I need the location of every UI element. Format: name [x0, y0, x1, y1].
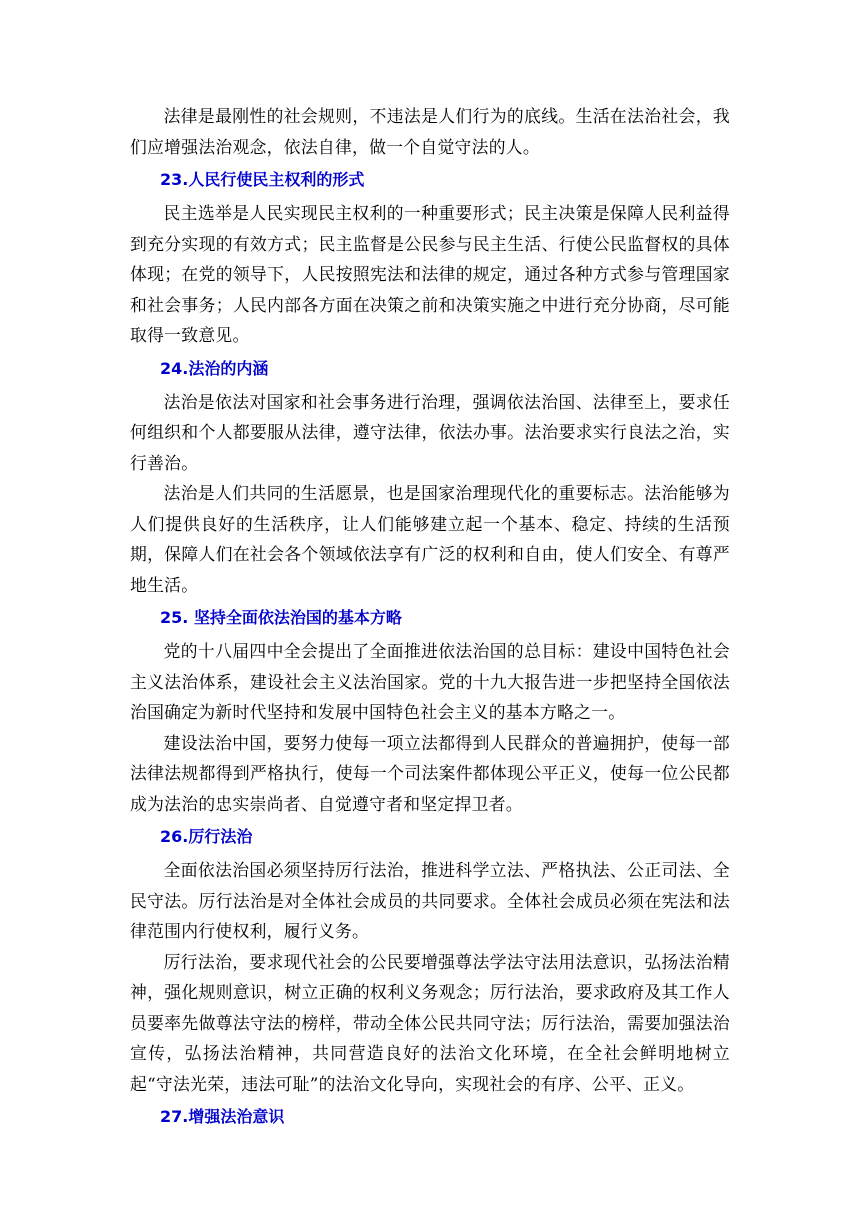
section-heading: 24.法治的内涵: [160, 358, 269, 378]
paragraph: 党的十八届四中全会提出了全面推进依法治国的总目标：建设中国特色社会主义法治体系，建设社会主义法治国家。党的十九大报告进一步把坚持全国依法治国确定为新时代坚持和发展中国特色社会主义的基本方略之一。: [130, 641, 730, 722]
paragraph: 厉行法治，要求现代社会的公民要增强尊法学法守法用法意识，弘扬法治精神，强化规则意识，树立正确的权利义务观念；厉行法治，要求政府及其工作人员要率先做尊法守法的榜样，带动全体公民共同守法；厉行法治，需要加强法治宣传，弘扬法治精神，共同营造良好的法治文化环境，在全社会鲜明地树立起“守法光荣，违法可耻”的法治文化导向，实现社会的有序、公平、正义。: [130, 951, 730, 1094]
paragraph: 全面依法治国必须坚持厉行法治，推进科学立法、严格执法、公正司法、全民守法。厉行法治是对全体社会成员的共同要求。全体社会成员必须在宪法和法律范围内行使权利，履行义务。: [130, 860, 730, 941]
paragraph: 法治是人们共同的生活愿景，也是国家治理现代化的重要标志。法治能够为人们提供良好的生活秩序，让人们能够建立起一个基本、稳定、持续的生活预期，保障人们在社会各个领域依法享有广泛的权利和自由，使人们安全、有尊严地生活。: [130, 483, 730, 595]
paragraph: 法律是最刚性的社会规则，不违法是人们行为的底线。生活在法治社会，我们应增强法治观念，依法自律，做一个自觉守法的人。: [130, 106, 730, 157]
paragraph: 建设法治中国，要努力使每一项立法都得到人民群众的普遍拥护，使每一部法律法规都得到严格执行，使每一个司法案件都体现公平正义，使每一位公民都成为法治的忠实崇尚者、自觉遵守者和坚定捍卫者。: [130, 732, 730, 814]
document-body: [130, 101, 730, 1135]
section-heading: 23.人民行使民主权利的形式: [160, 170, 365, 189]
section-heading: 27.增强法治意识: [160, 1107, 285, 1126]
paragraph: 民主选举是人民实现民主权利的一种重要形式；民主决策是保障人民利益得到充分实现的有效方式；民主监督是公民参与民主生活、行使公民监督权的具体体现；在党的领导下，人民按照宪法和法律的规定，通过各种方式参与管理国家和社会事务；人民内部各方面在决策之前和决策实施之中进行充分协商，尽可能取得一致意见。: [130, 203, 730, 345]
section-heading: 25. 坚持全面依法治国的基本方略: [160, 608, 402, 627]
paragraph: 法治是依法对国家和社会事务进行治理，强调依法治国、法律至上，要求任何组织和个人都要服从法律，遵守法律，依法办事。法治要求实行良法之治，实行善治。: [130, 391, 730, 473]
section-heading: 26.厉行法治: [160, 827, 253, 846]
